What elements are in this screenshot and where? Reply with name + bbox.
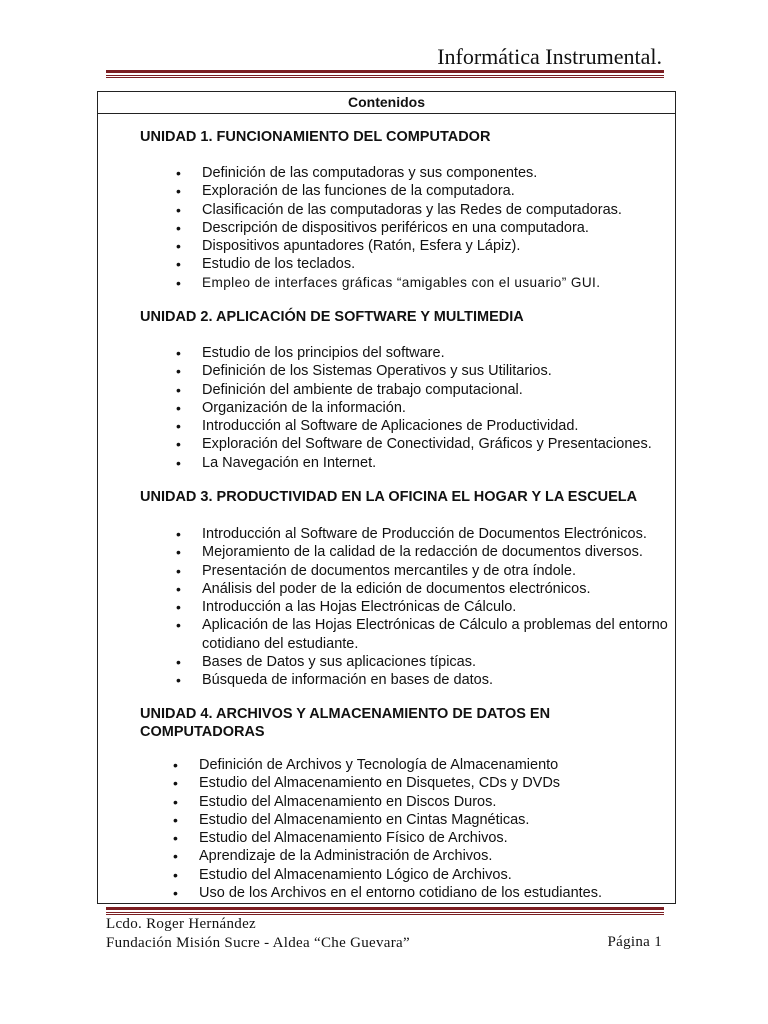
list-item: • Definición de las computadoras y sus componentes. (176, 164, 622, 182)
unit-4-title (140, 705, 550, 741)
footer-author: Lcdo. Roger Hernández (106, 916, 256, 932)
unit-4-list (173, 756, 602, 902)
list-item: • Dispositivos apuntadores (Ratón, Esfera y Lápiz). (176, 237, 622, 255)
list-item: • Empleo de interfaces gráficas “amigables con el usuario” GUI. (176, 274, 622, 292)
unit-1-list (176, 164, 622, 292)
list-item: • Análisis del poder de la edición de documentos electrónicos. (176, 580, 672, 598)
unit-3-list (176, 525, 672, 690)
list-item: • Aplicación de las Hojas Electrónicas de Cálculo a problemas del entorno cotidiano del estudiante. (176, 616, 672, 653)
unit-2-list (176, 344, 652, 472)
list-item: • Presentación de documentos mercantiles y de otra índole. (176, 562, 672, 580)
list-item: • Exploración de las funciones de la computadora. (176, 182, 622, 200)
unit-2-title: UNIDAD 2. APLICACIÓN DE SOFTWARE Y MULTIMEDIA (140, 309, 524, 325)
list-item: • La Navegación en Internet. (176, 454, 652, 472)
unit-4-title-line2: COMPUTADORAS (140, 724, 265, 740)
list-item: • Mejoramiento de la calidad de la redacción de documentos diversos. (176, 543, 672, 561)
list-item: • Introducción a las Hojas Electrónicas de Cálculo. (176, 598, 672, 616)
list-item: • Definición del ambiente de trabajo computacional. (176, 381, 652, 399)
list-item: • Estudio de los teclados. (176, 255, 622, 273)
list-item: • Organización de la información. (176, 399, 652, 417)
list-item: • Bases de Datos y sus aplicaciones típicas. (176, 653, 672, 671)
list-item: • Estudio del Almacenamiento Lógico de Archivos. (173, 866, 602, 884)
unit-1-title: UNIDAD 1. FUNCIONAMIENTO DEL COMPUTADOR (140, 129, 491, 145)
header-title: Informática Instrumental. (437, 44, 662, 69)
list-item: • Definición de los Sistemas Operativos y sus Utilitarios. (176, 362, 652, 380)
list-item: • Estudio del Almacenamiento en Discos Duros. (173, 793, 602, 811)
list-item: • Exploración del Software de Conectividad, Gráficos y Presentaciones. (176, 435, 652, 453)
list-item: • Descripción de dispositivos periféricos en una computadora. (176, 219, 622, 237)
header-divider (106, 70, 664, 78)
list-item: • Clasificación de las computadoras y las Redes de computadoras. (176, 201, 622, 219)
footer-divider (106, 907, 664, 915)
contents-box (97, 91, 676, 904)
list-item: • Uso de los Archivos en el entorno cotidiano de los estudiantes. (173, 884, 602, 902)
list-item: • Introducción al Software de Aplicaciones de Productividad. (176, 417, 652, 435)
unit-3-title: UNIDAD 3. PRODUCTIVIDAD EN LA OFICINA EL HOGAR Y LA ESCUELA (140, 489, 638, 505)
list-item: • Estudio del Almacenamiento Físico de Archivos. (173, 829, 602, 847)
unit-4-title-line1: UNIDAD 4. ARCHIVOS Y ALMACENAMIENTO DE DATOS EN (140, 706, 551, 722)
contents-heading: Contenidos (98, 92, 675, 114)
footer-left (106, 915, 410, 953)
list-item: • Búsqueda de información en bases de datos. (176, 671, 672, 689)
list-item: • Definición de Archivos y Tecnología de Almacenamiento (173, 756, 602, 774)
footer-institution: Fundación Misión Sucre - Aldea “Che Guevara” (106, 935, 410, 951)
page-number: Página 1 (607, 934, 662, 950)
list-item: • Introducción al Software de Producción de Documentos Electrónicos. (176, 525, 672, 543)
list-item: • Estudio de los principios del software. (176, 344, 652, 362)
list-item: • Estudio del Almacenamiento en Disquetes, CDs y DVDs (173, 774, 602, 792)
list-item: • Estudio del Almacenamiento en Cintas Magnéticas. (173, 811, 602, 829)
list-item: • Aprendizaje de la Administración de Archivos. (173, 847, 602, 865)
